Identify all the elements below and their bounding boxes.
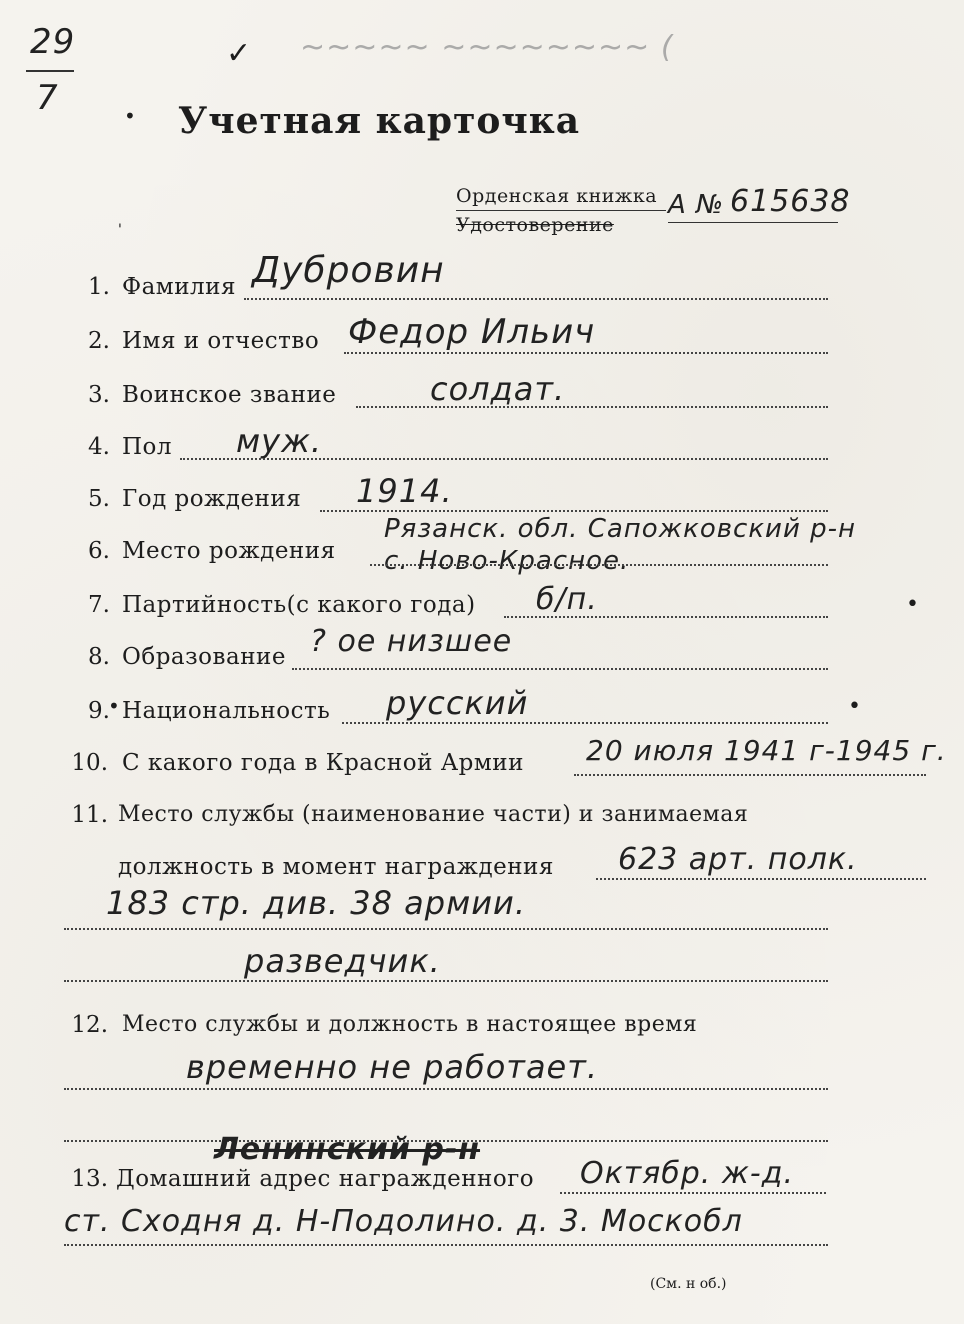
field-value-rank: солдат. (430, 370, 566, 408)
field-number: 1. (88, 274, 110, 300)
field-label-sex: Пол (122, 434, 173, 460)
field-value-education: ? ое низшее (310, 624, 513, 659)
field-value-surname: Дубровин (252, 250, 445, 291)
field-label-education: Образование (122, 644, 286, 670)
field-value-address-struck: Ленинский р-н (214, 1132, 481, 1167)
order-book-label: Орденская книжка (456, 185, 658, 207)
field-value-sex: муж. (236, 422, 323, 460)
field-line (342, 722, 828, 724)
bullet-dot: • (124, 104, 136, 128)
order-book-underline (456, 210, 666, 211)
field-value-nationality: русский (386, 684, 529, 722)
check-mark-icon: ✓ (226, 36, 252, 71)
footnote-see-reverse: (См. н об.) (650, 1276, 727, 1292)
field-line (504, 616, 828, 618)
field-value-address-line2: ст. Сходня д. Н-Подолино. д. 3. Москобл (64, 1204, 743, 1239)
corner-number-bottom: 7 (36, 78, 59, 118)
field-line (292, 668, 828, 670)
field-label-service-place-line2: должность в момент награждения (118, 854, 554, 880)
field-label-birth-year: Год рождения (122, 486, 302, 512)
certificate-label-struck: Удостоверение (456, 214, 614, 236)
field-value-army-since: 20 июля 1941 г-1945 г. (586, 734, 947, 767)
order-book-number-underline (668, 222, 838, 223)
field-number: 8. (88, 644, 110, 670)
corner-fraction-line (26, 70, 74, 72)
field-value-division: 183 стр. див. 38 армии. (106, 884, 526, 922)
field-line (574, 774, 926, 776)
corner-number-top: 29 (30, 22, 76, 62)
field-value-position: разведчик. (244, 942, 441, 980)
field-label-birth-place: Место рождения (122, 538, 336, 564)
field-number: 5. (88, 486, 110, 512)
bullet-dot: ' (118, 222, 122, 238)
bullet-dot: • (848, 694, 861, 719)
field-number: 9. (88, 698, 110, 724)
field-line (64, 1088, 828, 1090)
field-line (596, 878, 926, 880)
faint-pencil-note: ~~~~~ ~~~~~~~~ ( (300, 30, 674, 65)
field-number: 11. (71, 802, 108, 828)
field-number: 2. (88, 328, 110, 354)
field-number: 12. (71, 1012, 108, 1038)
field-line (64, 928, 828, 930)
field-label-surname: Фамилия (122, 274, 236, 300)
field-label-name: Имя и отчество (122, 328, 320, 354)
field-label-current-position: Место службы и должность в настоящее время (122, 1012, 698, 1037)
field-line (356, 406, 828, 408)
field-line (320, 510, 828, 512)
field-label-home-address: Домашний адрес награжденного (116, 1166, 535, 1192)
field-label-nationality: Национальность (122, 698, 331, 724)
field-label-rank: Воинское звание (122, 382, 337, 408)
field-line (180, 458, 828, 460)
field-number: 4. (88, 434, 110, 460)
field-value-birth-place-village: с. Ново-Красное. (384, 546, 630, 576)
field-line (370, 564, 828, 566)
field-label-army-since: С какого года в Красной Армии (122, 750, 524, 776)
field-value-birth-place: Рязанск. обл. Сапожковский р-н (384, 514, 856, 544)
field-label-service-place: Место службы (наименование части) и занимаемая (118, 802, 749, 827)
field-line (344, 352, 828, 354)
field-line (64, 1244, 828, 1246)
field-number: 6. (88, 538, 110, 564)
bullet-dot: • (906, 592, 919, 617)
field-number: 10. (71, 750, 108, 776)
field-value-current-position: временно не работает. (186, 1048, 599, 1086)
field-number: 3. (88, 382, 110, 408)
page-title: Учетная карточка (178, 100, 581, 142)
order-book-number: 615638 (730, 184, 851, 219)
field-number: 13. (71, 1166, 108, 1192)
field-value-party: б/п. (536, 582, 598, 617)
field-label-party: Партийность(с какого года) (122, 592, 476, 618)
field-line (244, 298, 828, 300)
field-value-name: Федор Ильич (348, 312, 596, 352)
field-number: 7. (88, 592, 110, 618)
field-value-regiment: 623 арт. полк. (618, 842, 858, 877)
field-line (64, 980, 828, 982)
field-value-birth-year: 1914. (356, 472, 453, 510)
field-value-address-railway: Октябр. ж-д. (580, 1156, 795, 1191)
order-book-prefix: А № (668, 190, 725, 220)
field-line (560, 1192, 826, 1194)
bullet-dot: • (108, 694, 120, 718)
